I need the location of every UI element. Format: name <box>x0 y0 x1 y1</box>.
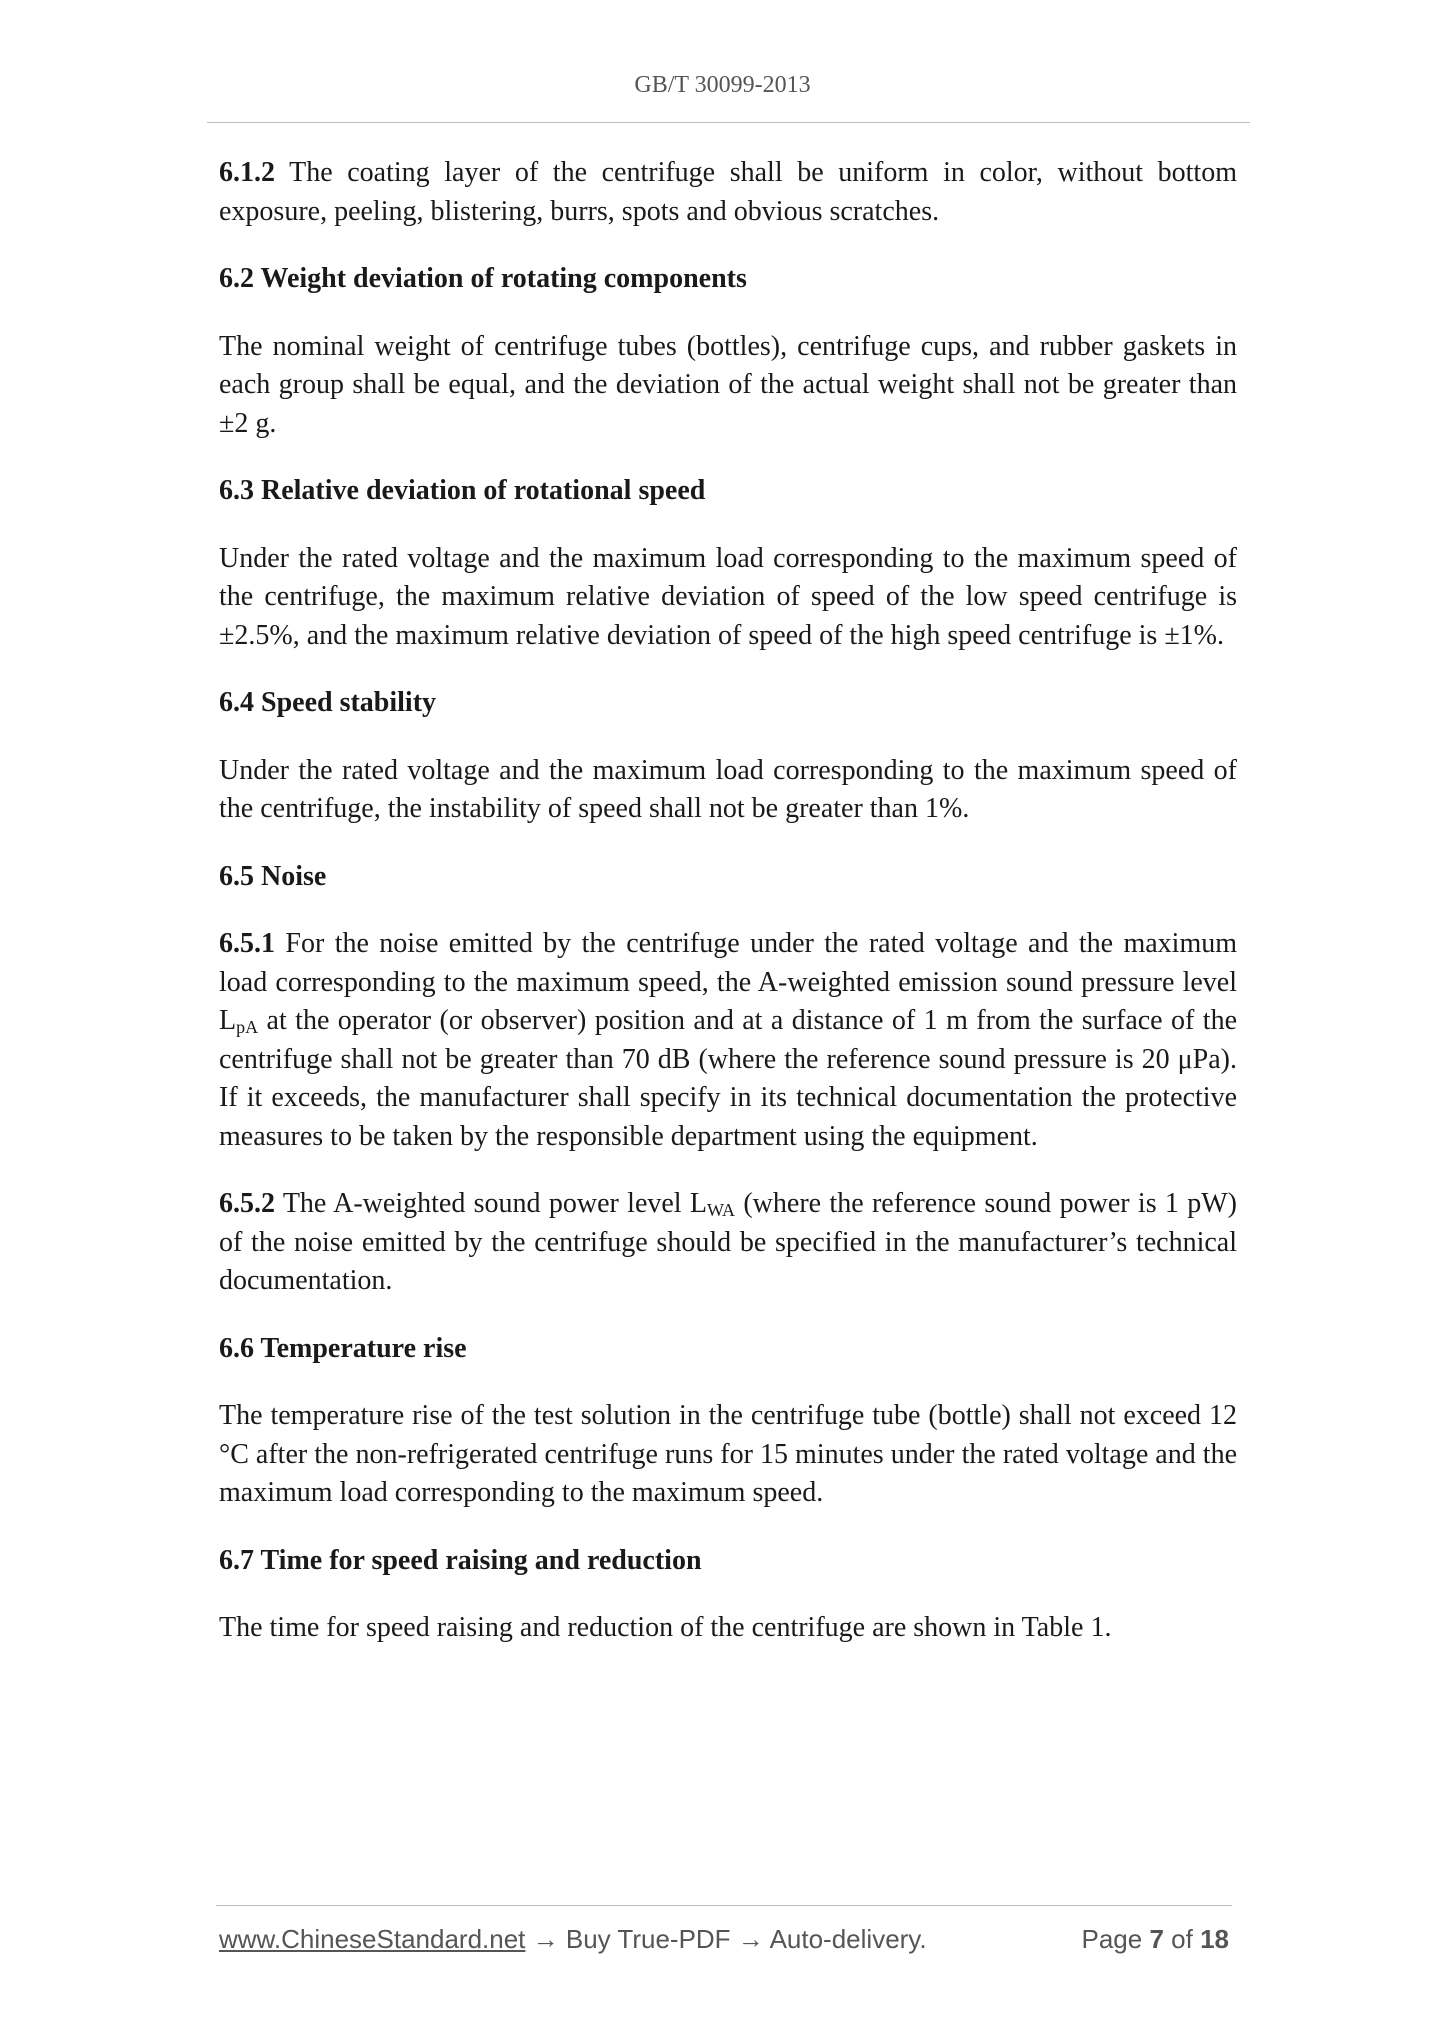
page-footer <box>219 1924 1229 1960</box>
website-link[interactable]: www.ChineseStandard.net <box>219 1924 526 1954</box>
section-heading-6-4: 6.4 Speed stability <box>219 687 437 718</box>
clause-number: 6.5.2 <box>219 1188 275 1219</box>
subscript-pa: pA <box>236 1017 259 1037</box>
clause-text-start: For the noise emitted by the centrifuge under the rated voltage and the maximum load corresponding to the maximum speed, the A-weighted emission sound pressure level L <box>219 928 1237 1036</box>
section-heading-6-2: 6.2 Weight deviation of rotating components <box>219 263 747 294</box>
section-heading-6-3: 6.3 Relative deviation of rotational speed <box>219 475 706 506</box>
clause-6-6-text: The temperature rise of the test solution in the centrifuge tube (bottle) shall not exceed 12 °C after the non-refrigerated centrifuge runs for 15 minutes under the rated voltage and the maximum load corresponding to the maximum speed. <box>219 1400 1237 1508</box>
clause-number: 6.1.2 <box>219 157 275 188</box>
header-divider <box>207 122 1250 123</box>
section-heading-6-6: 6.6 Temperature rise <box>219 1332 467 1364</box>
page-number <box>1081 1924 1229 1955</box>
clause-text-end: (where the reference sound power is 1 pW) of the noise emitted by the centrifuge should be specified in the manufacturer’s technical documentation. <box>219 1188 1238 1296</box>
current-page: 7 <box>1149 1924 1164 1954</box>
clause-text: The coating layer of the centrifuge shall be uniform in color, without bottom exposure, peeling, blistering, burrs, spots and obvious scratches. <box>219 157 1237 227</box>
clause-text-end: at the operator (or observer) position and at a distance of 1 m from the surface of the centrifuge shall not be greater than 70 dB (where the reference sound pressure is 20 μPa). If it exceeds, the manufacturer shall specify in its technical documentation the protective measures to be taken by the responsible department using the equipment. <box>219 1005 1237 1152</box>
page-of-label: of <box>1171 1924 1193 1954</box>
promo-text: → Buy True-PDF → Auto-delivery. <box>525 1924 927 1954</box>
footer-divider <box>216 1905 1232 1906</box>
section-heading-6-5: 6.5 Noise <box>219 860 327 892</box>
page-label: Page <box>1081 1924 1143 1954</box>
clause-6-7-text: The time for speed raising and reduction of the centrifuge are shown in Table 1. <box>219 1612 1112 1643</box>
section-heading-6-7: 6.7 Time for speed raising and reduction <box>219 1544 702 1576</box>
clause-6-2-text: The nominal weight of centrifuge tubes (bottles), centrifuge cups, and rubber gaskets in each group shall be equal, and the deviation of the actual weight shall not be greater than ±2 g. <box>219 330 1237 439</box>
footer-promo <box>219 1924 927 1955</box>
document-body <box>219 154 1237 1677</box>
clause-number: 6.5.1 <box>219 928 275 959</box>
clause-text-start: The A-weighted sound power level L <box>275 1188 708 1219</box>
subscript-wa: WA <box>707 1200 736 1220</box>
clause-6-5-1 <box>219 925 1237 1156</box>
clause-6-4-text: Under the rated voltage and the maximum load corresponding to the maximum speed of the centrifuge, the instability of speed shall not be greater than 1%. <box>219 754 1237 824</box>
clause-6-1-2 <box>219 154 1237 231</box>
total-pages: 18 <box>1200 1924 1229 1954</box>
clause-6-5-2 <box>219 1185 1237 1301</box>
page-header: GB/T 30099-2013 <box>634 72 811 98</box>
clause-6-3-text: Under the rated voltage and the maximum load corresponding to the maximum speed of the centrifuge, the maximum relative deviation of speed of the low speed centrifuge is ±2.5%, and the maximum relative deviation of speed of the high speed centrifuge is ±1%. <box>219 542 1237 651</box>
